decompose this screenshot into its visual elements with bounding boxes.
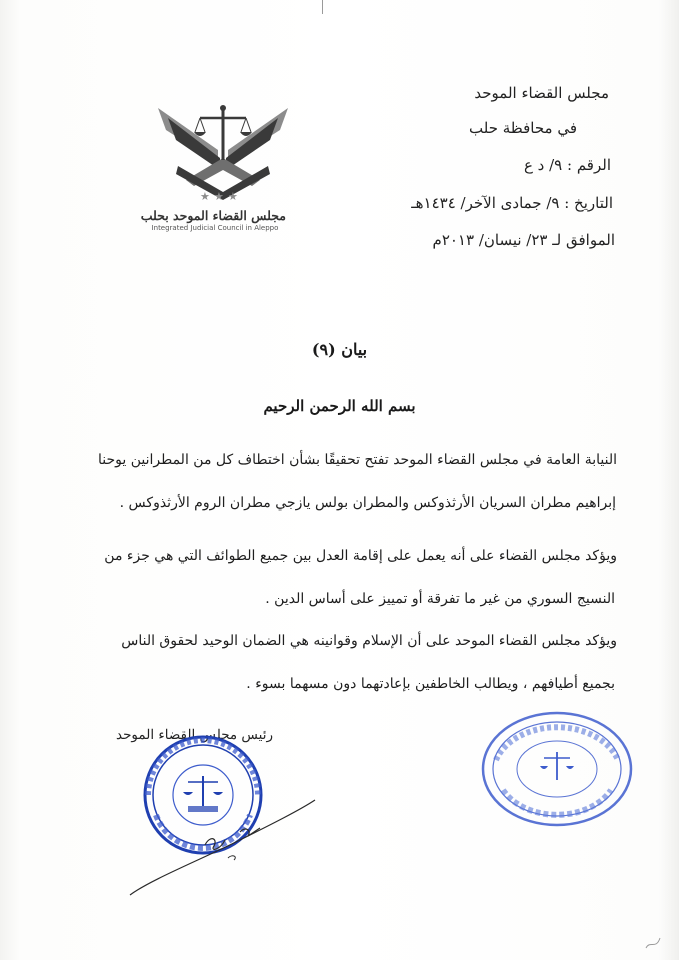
svg-text:★: ★ (214, 190, 224, 203)
statement-title: بيان (٩) (311, 340, 368, 359)
paragraph-2-line-1: ويؤكد مجلس القضاء على أنه يعمل على إقامة العدل بين جميع الطوائف التي هي جزء من (104, 548, 617, 564)
paragraph-2-line-2: النسيج السوري من غير ما تفرقة أو تمييز على أساس الدين . (265, 591, 615, 607)
scan-fold-mark (322, 0, 333, 14)
date-hijri: التاريخ : ٩/ جمادى الآخر/ ١٤٣٤هـ (411, 194, 613, 212)
paragraph-1-line-1: النيابة العامة في مجلس القضاء الموحد تفتح تحقيقًا بشأن اختطاف كل من المطرانين يوحنا (97, 452, 617, 468)
paragraph-1-line-2: إبراهيم مطران السريان الأرثذوكس والمطران بولس يازجي مطران الروم الأرثذوكس . (119, 495, 616, 511)
logo-arabic-name: مجلس القضاء الموحد بحلب (140, 208, 286, 223)
general-office-stamp-icon (478, 708, 636, 830)
svg-text:★: ★ (228, 190, 238, 203)
corner-scan-mark-icon (640, 930, 670, 954)
basmala: بسم الله الرحمن الرحيم (263, 397, 416, 415)
signature-scribble-icon (110, 780, 330, 900)
signer-title: رئيس مجلس القضاء الموحد (116, 727, 273, 743)
svg-text:★: ★ (200, 190, 210, 203)
paragraph-3-line-2: بجميع أطيافهم ، ويطالب الخاطفين بإعادتهما دون مسهما بسوء . (246, 676, 615, 692)
council-name: مجلس القضاء الموحد (474, 84, 609, 102)
reference-number: الرقم : ٩/ د ع (523, 156, 611, 174)
paragraph-3-line-1: ويؤكد مجلس القضاء الموحد على أن الإسلام وقوانينه هي الضمان الوحيد لحقوق الناس (121, 633, 617, 649)
date-gregorian: الموافق لـ ٢٣/ نيسان/ ٢٠١٣م (432, 231, 615, 249)
governorate: في محافظة حلب (469, 119, 577, 137)
logo-english-name: Integrated Judicial Council in Aleppo (151, 224, 279, 232)
